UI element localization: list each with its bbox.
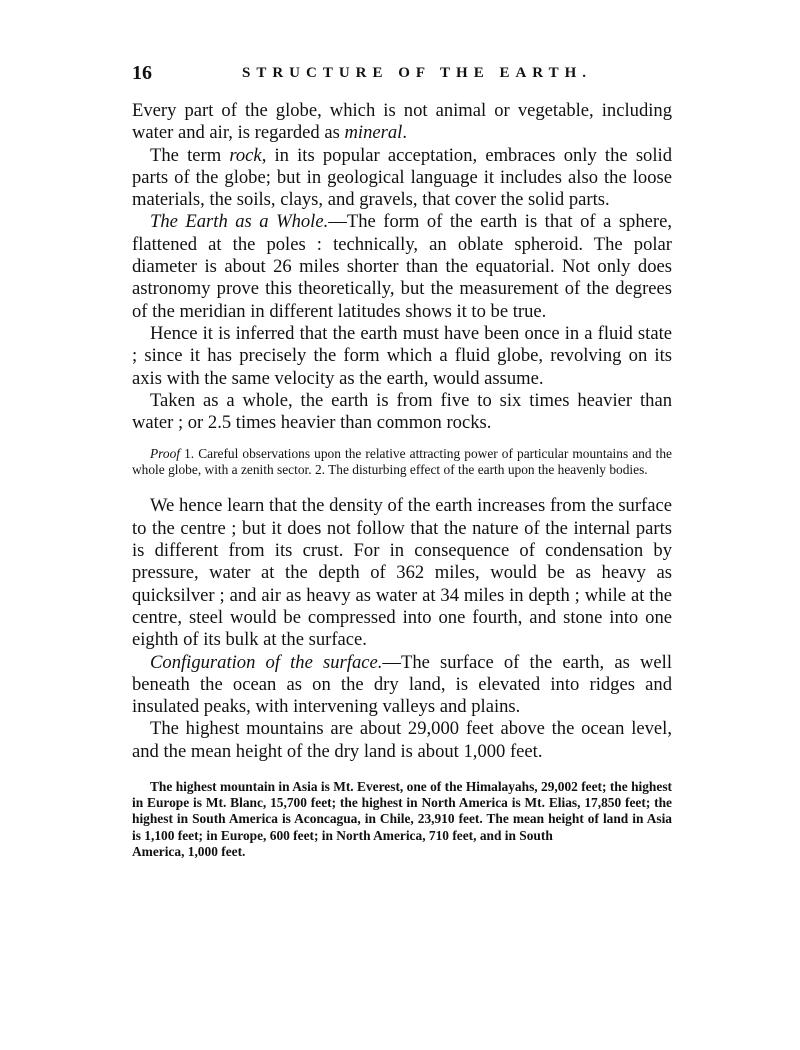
section-heading-configuration: Configuration of the surface. [150,651,383,673]
paragraph-internal-density: We hence learn that the density of the earth increases from the surface to the centre ; but it does not follow that the nature of the internal parts is different from its crust. For in consequence of condensation by pressure, water at the depth of 362 miles, would be as heavy as quicksilver ; and air as heavy as water at 34 miles in depth ; while at the centre, steel would be compressed into one fourth, and stone into one eighth of its bulk at the surface. [132,495,672,651]
paragraph-rock: The term rock, in its popular acceptation, embraces only the solid parts of the globe; but in geological language it includes also the loose materials, the soils, clays, and gravels, that cover the solid parts. [132,144,672,211]
page-body [132,100,672,860]
paragraph-highest-mountains: The highest mountains are about 29,000 feet above the ocean level, and the mean height of the dry land is about 1,000 feet. [132,718,672,762]
paragraph-configuration: Configuration of the surface.—The surface of the earth, as well beneath the ocean as on the dry land, is elevated into ridges and insulated peaks, with intervening valleys and plains. [132,651,672,718]
paragraph-fluid-state: Hence it is inferred that the earth must have been once in a fluid state ; since it has precisely the form which a fluid globe, revolving on its axis with the same velocity as the earth, would assume. [132,322,672,389]
page-header [132,58,672,88]
proof-note: Proof 1. Careful observations upon the relative attracting power of particular mountains and the whole globe, with a zenith sector. 2. The disturbing effect of the earth upon the heavenly bodies. [132,446,672,477]
paragraph-mineral: Every part of the globe, which is not animal or vegetable, including water and air, is regarded as mineral. [132,100,672,144]
page-number: 16 [132,62,152,84]
paragraph-density: Taken as a whole, the earth is from five to six times heavier than water ; or 2.5 times heavier than common rocks. [132,389,672,434]
footnote-last-line: America, 1,000 feet. [132,843,246,859]
footnote: The highest mountain in Asia is Mt. Everest, one of the Himalayahs, 29,002 feet; the highest in Europe is Mt. Blanc, 15,700 feet; the highest in North America is Mt. Elias, 17,850 feet; the highest in South America is Aconcagua, in Chile, 23,910 feet. The mean height of land in Asia is 1,100 feet; in Europe, 600 feet; in North America, 710 feet, and in South [132,779,672,843]
paragraph-earth-as-whole: The Earth as a Whole.—The form of the earth is that of a sphere, flattened at the poles : technically, an oblate spheroid. The polar diameter is about 26 miles shorter than the equatorial. Not only does astronomy prove this theoretically, but the measurement of the degrees of the meridian in different latitudes shows it to be true. [132,211,672,322]
section-heading-earth-as-whole: The Earth as a Whole. [150,211,329,233]
running-head: STRUCTURE OF THE EARTH. [242,65,593,81]
